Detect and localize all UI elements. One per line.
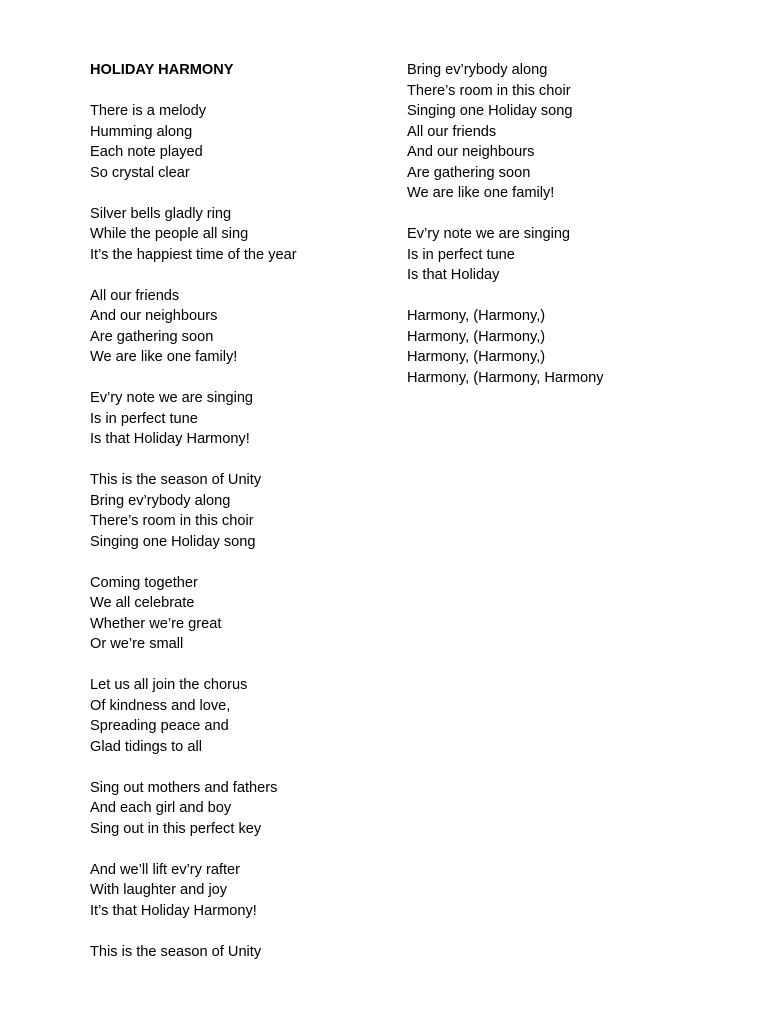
lyric-line: We are like one family!: [90, 349, 238, 365]
lyric-line: Singing one Holiday song: [407, 103, 573, 119]
stanza: [90, 388, 390, 450]
lyric-line: Humming along: [90, 123, 193, 140]
stanza: [407, 224, 727, 286]
stanza: [90, 573, 390, 655]
lyric-line: This is the season of Unity: [90, 943, 262, 960]
lyrics-column-left: [90, 60, 390, 983]
lyric-line: All our friends: [90, 287, 180, 304]
lyric-line: There’s room in this choir: [90, 513, 254, 529]
lyric-line: Ev’ry note we are singing: [407, 226, 571, 242]
lyric-line: It’s the happiest time of the year: [90, 246, 297, 263]
stanza: [407, 306, 727, 388]
lyric-line: Is in perfect tune: [90, 410, 198, 427]
lyric-line: Or we’re small: [90, 636, 184, 652]
lyric-line: Are gathering soon: [407, 164, 531, 181]
lyric-line: Let us all join the chorus: [90, 677, 248, 693]
lyric-line: Glad tidings to all: [90, 738, 202, 755]
lyric-line: We all celebrate: [90, 595, 195, 611]
lyric-line: Are gathering soon: [90, 328, 214, 345]
lyric-line: There is a melody: [90, 103, 206, 119]
lyric-line: Silver bells gladly ring: [90, 205, 232, 222]
lyric-line: Of kindness and love,: [90, 697, 231, 714]
stanza: [90, 101, 390, 183]
lyric-line: Is in perfect tune: [407, 246, 515, 263]
lyric-line: There’s room in this choir: [407, 82, 571, 99]
stanza: [90, 470, 390, 552]
lyric-line: Harmony, (Harmony, Harmony: [407, 369, 604, 386]
lyric-line: And our neighbours: [407, 144, 535, 160]
lyric-line: Sing out in this perfect key: [90, 820, 262, 837]
stanza: [90, 778, 390, 840]
lyric-line: Is that Holiday Harmony!: [90, 431, 250, 447]
lyric-line: Ev’ry note we are singing: [90, 390, 254, 406]
lyric-line: And each girl and boy: [90, 800, 232, 816]
lyric-line: So crystal clear: [90, 164, 190, 181]
lyric-line: Is that Holiday: [407, 267, 500, 283]
lyric-line: Whether we’re great: [90, 615, 222, 632]
lyric-line: Bring ev’rybody along: [407, 62, 548, 78]
lyric-line: All our friends: [407, 123, 497, 140]
lyric-line: With laughter and joy: [90, 882, 228, 898]
lyric-line: Harmony, (Harmony,): [407, 349, 546, 365]
lyric-line: This is the season of Unity: [90, 472, 262, 488]
stanza: [90, 675, 390, 757]
lyric-line: Each note played: [90, 144, 203, 160]
stanza: [90, 860, 390, 922]
lyric-line: And we’ll lift ev’ry rafter: [90, 861, 241, 878]
lyric-line: Coming together: [90, 574, 198, 591]
lyric-line: We are like one family!: [407, 185, 555, 201]
lyric-line: Singing one Holiday song: [90, 533, 256, 550]
stanza: [407, 60, 727, 204]
stanza: [90, 942, 390, 963]
lyric-line: While the people all sing: [90, 226, 249, 242]
stanza: [90, 204, 390, 266]
lyric-line: Harmony, (Harmony,): [407, 328, 546, 345]
lyric-line: Harmony, (Harmony,): [407, 308, 546, 324]
lyric-line: It’s that Holiday Harmony!: [90, 902, 257, 919]
stanza: [90, 286, 390, 368]
lyric-line: Bring ev’rybody along: [90, 492, 231, 509]
lyric-line: And our neighbours: [90, 308, 218, 324]
song-title: HOLIDAY HARMONY: [90, 62, 234, 78]
lyric-line: Sing out mothers and fathers: [90, 779, 278, 796]
lyric-line: Spreading peace and: [90, 718, 229, 734]
lyrics-column-right: [407, 60, 727, 409]
